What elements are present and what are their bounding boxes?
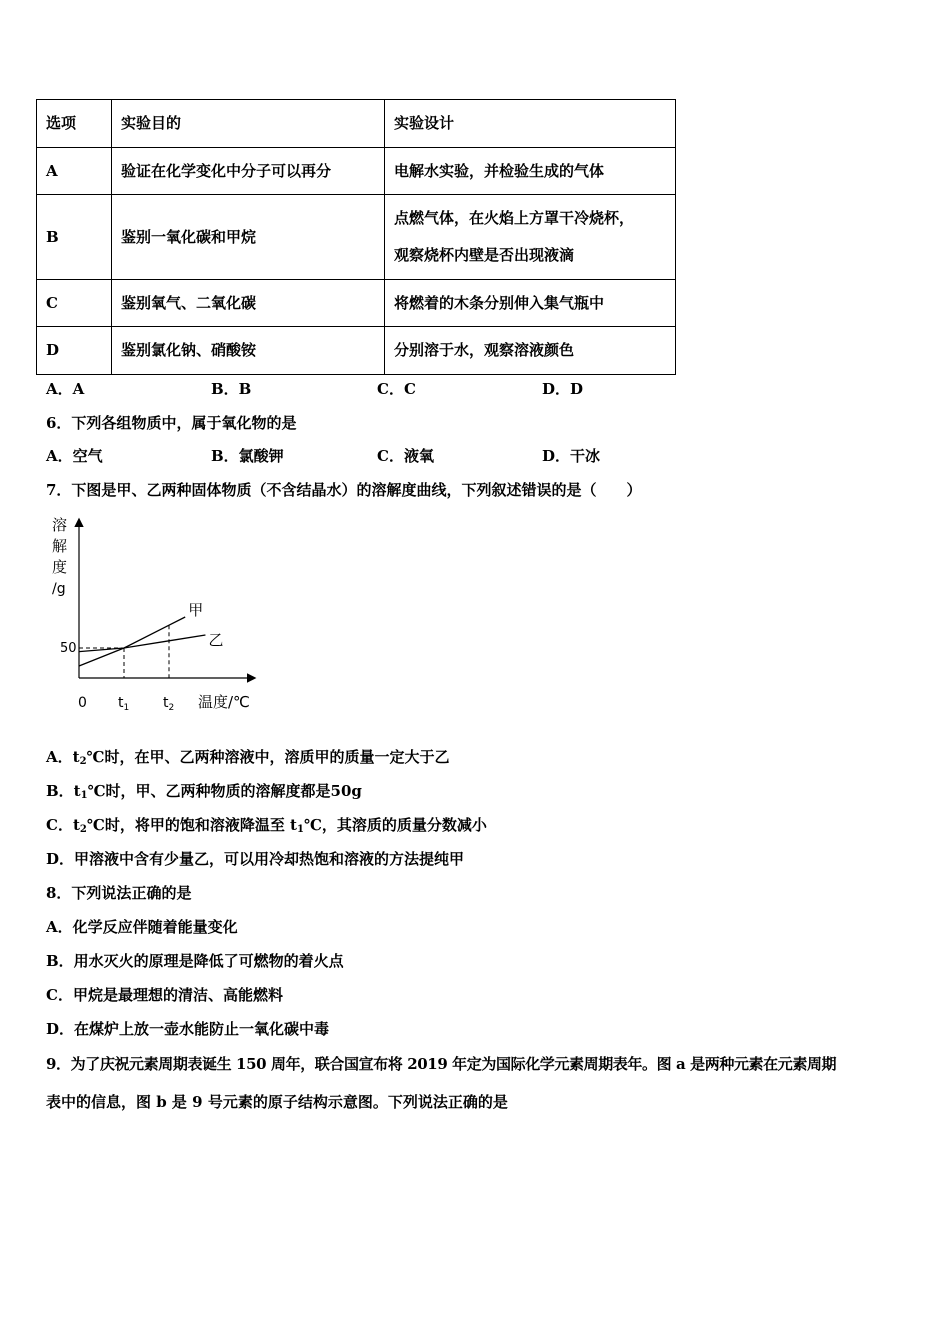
row-design: 将燃着的木条分别伸入集气瓶中 <box>385 280 676 327</box>
q6-option-b: B．氯酸钾 <box>211 447 284 465</box>
table-row <box>37 280 676 327</box>
q6-option-d: D．干冰 <box>542 447 601 465</box>
table-row <box>37 148 676 195</box>
q6-option-c: C．液氧 <box>377 447 434 465</box>
y-tick-50: 50 <box>60 641 77 656</box>
q6-stem: 6．下列各组物质中，属于氧化物的是 <box>46 414 297 432</box>
row-design-line: 点燃气体，在火焰上方罩干冷烧杯， <box>394 209 635 227</box>
experiment-table <box>36 99 676 375</box>
row-purpose: 鉴别一氧化碳和甲烷 <box>112 195 385 280</box>
y-label-char: /g <box>52 581 66 597</box>
q8-option-c: C．甲烷是最理想的清洁、高能燃料 <box>46 986 283 1004</box>
table-header-row <box>37 100 676 148</box>
row-design <box>385 195 676 280</box>
table-row <box>37 195 676 280</box>
legend-yi: 乙 <box>208 631 224 649</box>
row-option: D <box>37 327 112 375</box>
q8-option-d: D．在煤炉上放一壶水能防止一氧化碳中毒 <box>46 1020 330 1038</box>
q5-option-b: B．B <box>211 380 252 398</box>
row-option: B <box>37 195 112 280</box>
y-label-char: 解 <box>52 537 68 555</box>
row-design: 分别溶于水，观察溶液颜色 <box>385 327 676 375</box>
x-tick-t1: $t_1$ <box>118 695 130 713</box>
y-label-char: 度 <box>52 558 68 576</box>
row-option: A <box>37 148 112 195</box>
q5-option-c: C．C <box>377 380 416 398</box>
origin-label: 0 <box>78 695 87 711</box>
row-purpose: 验证在化学变化中分子可以再分 <box>112 148 385 195</box>
q9-stem-line: 表中的信息，图 b 是 9 号元素的原子结构示意图。下列说法正确的是 <box>46 1093 508 1111</box>
q8-option-a: A．化学反应伴随着能量变化 <box>46 918 238 936</box>
row-option: C <box>37 280 112 327</box>
q7-option-c: C．$t_2℃$时，将甲的饱和溶液降温至 $t_1℃$，其溶质的质量分数减小 <box>46 816 487 835</box>
x-tick-t2: $t_2$ <box>163 695 175 713</box>
row-purpose: 鉴别氧气、二氧化碳 <box>112 280 385 327</box>
q8-stem: 8．下列说法正确的是 <box>46 884 192 902</box>
q5-option-d: D．D <box>542 380 584 398</box>
header-option: 选项 <box>37 100 112 148</box>
y-label-char: 溶 <box>52 516 68 534</box>
q9-stem-line: 9．为了庆祝元素周期表诞生 150 周年，联合国宣布将 2019 年定为国际化学元素周期表年。图 a 是两种元素在元素周期 <box>46 1055 837 1073</box>
header-design: 实验设计 <box>385 100 676 148</box>
header-purpose: 实验目的 <box>112 100 385 148</box>
row-purpose: 鉴别氯化钠、硝酸铵 <box>112 327 385 375</box>
q6-option-a: A．空气 <box>46 447 103 465</box>
q5-option-a: A．A <box>46 380 85 398</box>
table-row <box>37 327 676 375</box>
q8-option-b: B．用水灭火的原理是降低了可燃物的着火点 <box>46 952 344 970</box>
row-design: 电解水实验，并检验生成的气体 <box>385 148 676 195</box>
row-design-line: 观察烧杯内壁是否出现液滴 <box>394 246 575 264</box>
q7-stem: 7．下图是甲、乙两种固体物质（不含结晶水）的溶解度曲线，下列叙述错误的是（ ） <box>46 481 642 499</box>
legend-jia: 甲 <box>188 601 204 619</box>
q7-option-d: D．甲溶液中含有少量乙，可以用冷却热饱和溶液的方法提纯甲 <box>46 850 465 868</box>
q7-option-b: B．$t_1℃$时，甲、乙两种物质的溶解度都是50g <box>46 782 362 801</box>
q7-option-a: A．$t_2℃$时，在甲、乙两种溶液中，溶质甲的质量一定大于乙 <box>46 748 450 767</box>
x-axis-label: 温度/℃ <box>198 693 250 711</box>
solubility-chart <box>44 510 264 720</box>
curve-yi <box>79 635 205 652</box>
